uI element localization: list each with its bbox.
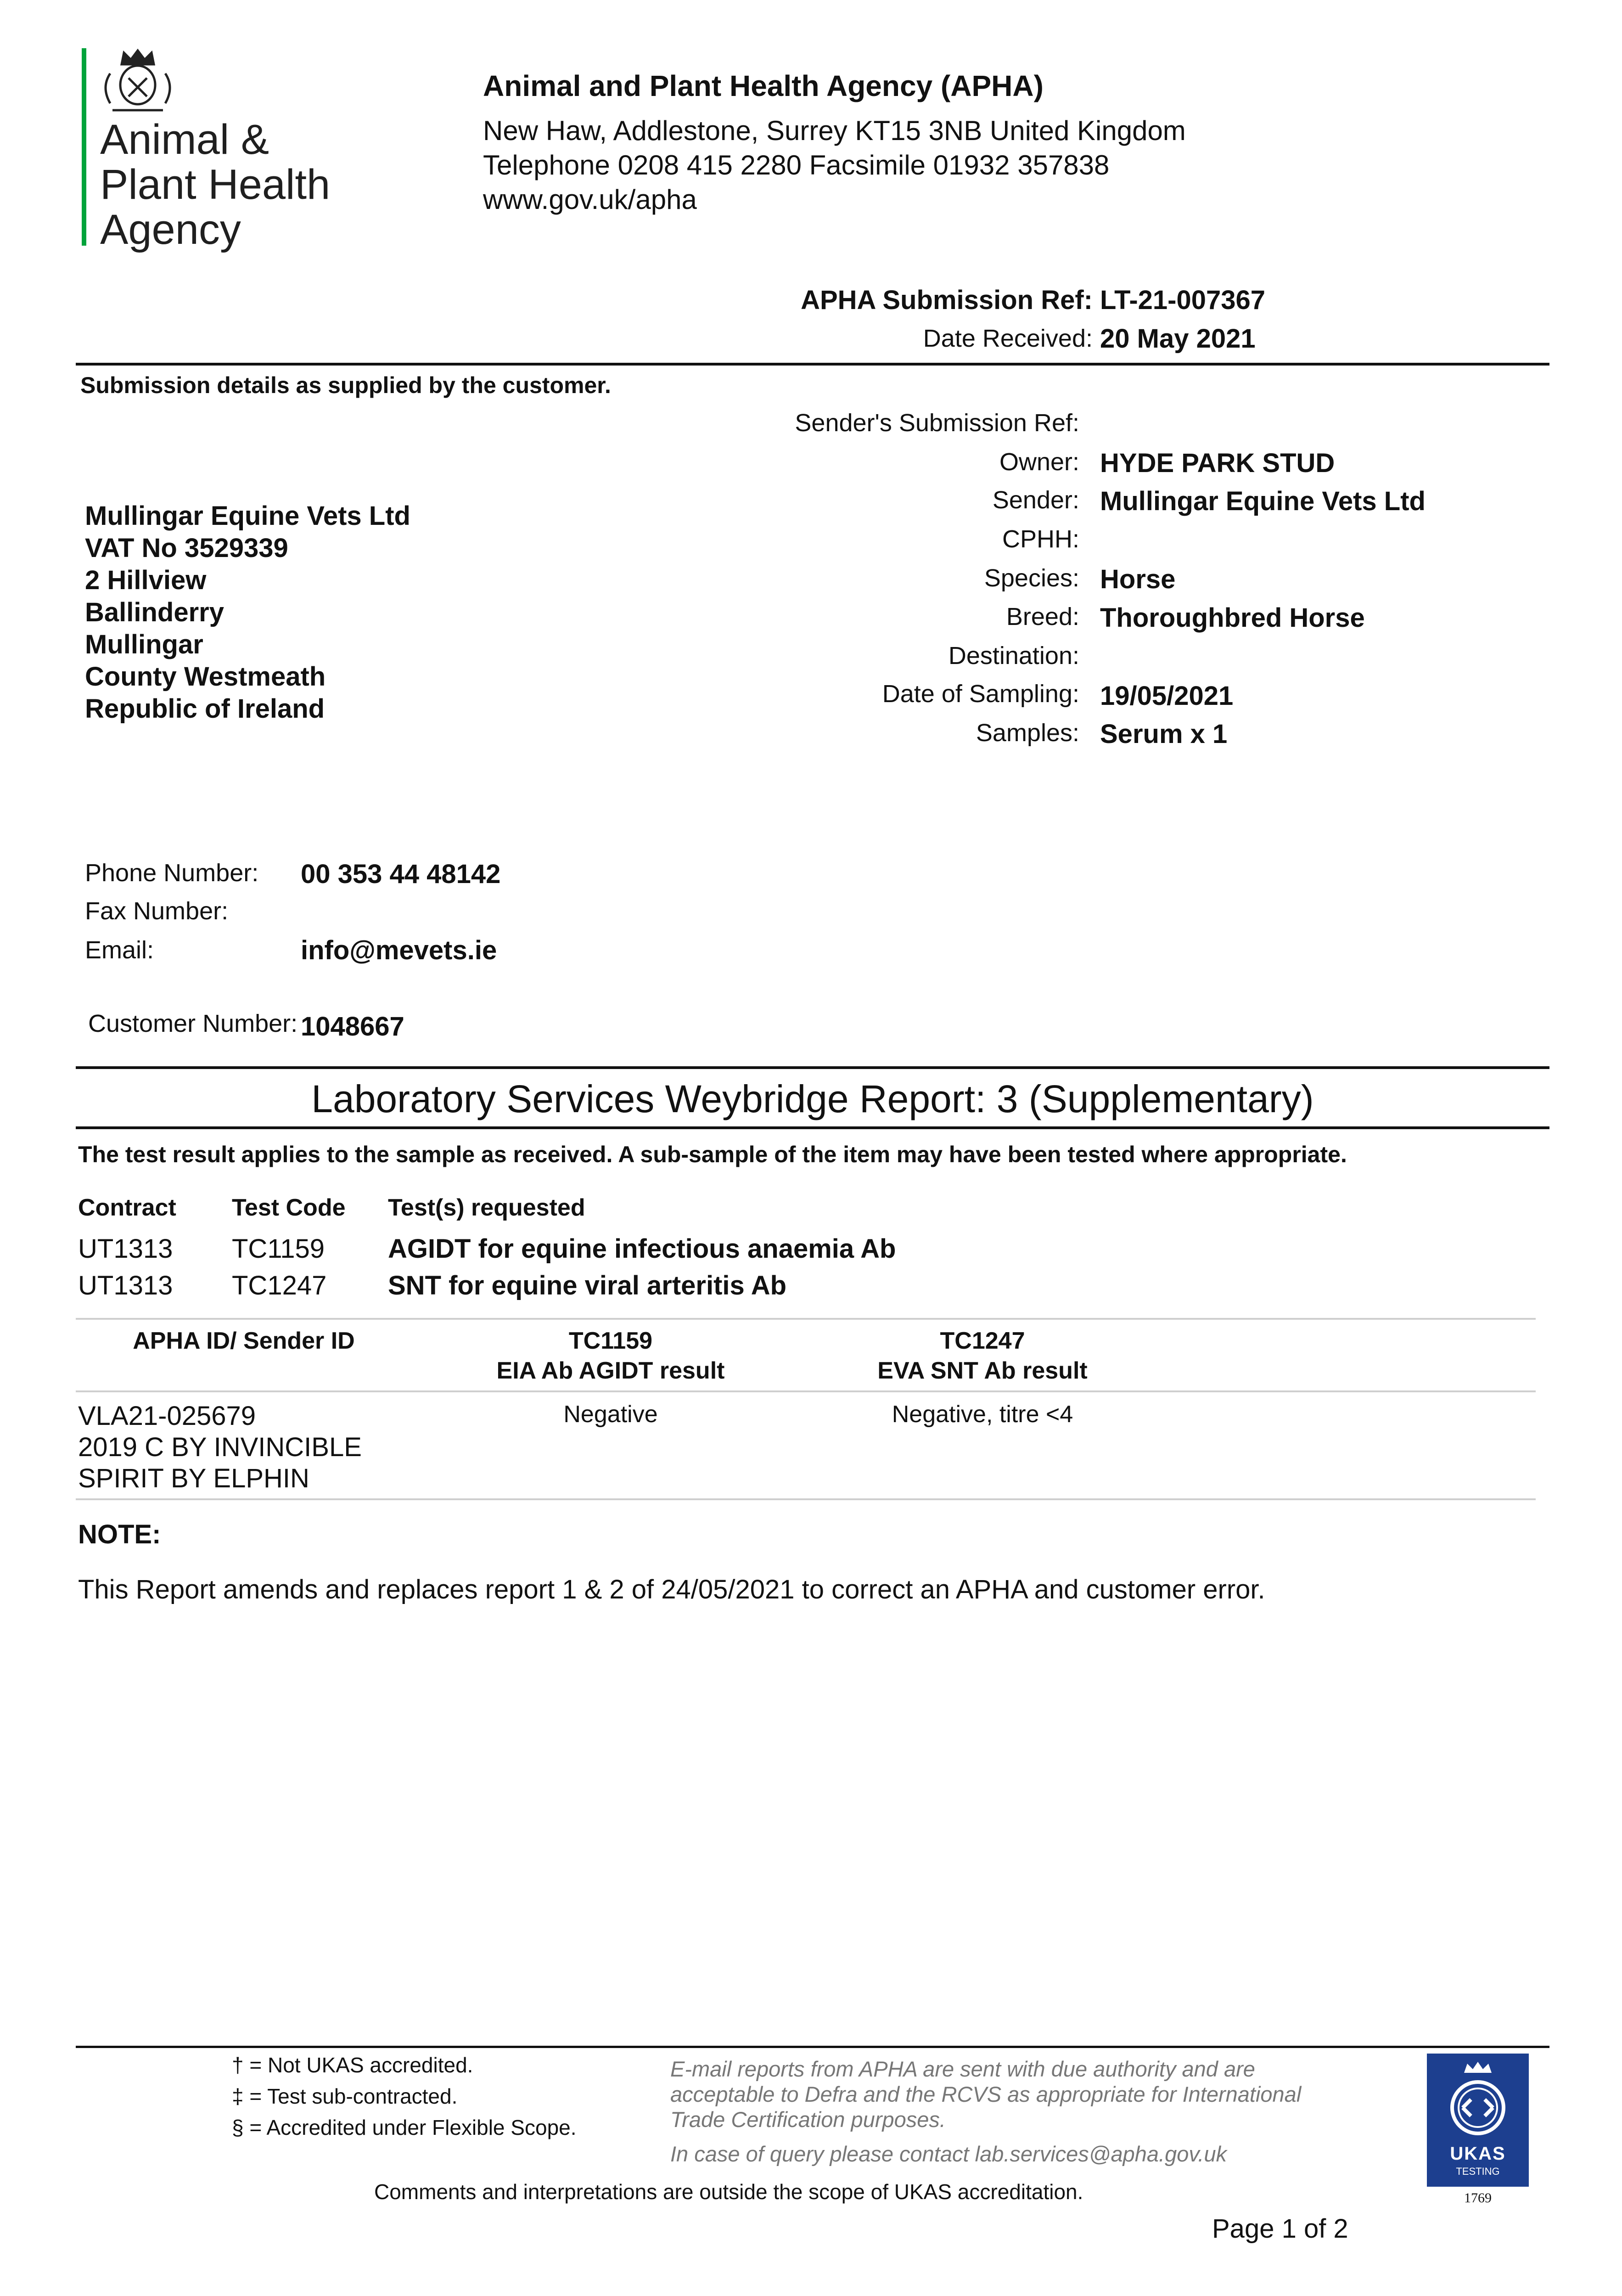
ukas-testing-logo-icon [1427,2054,1529,2187]
results-col1-name: EIA Ab AGIDT result [496,1357,725,1384]
detail-label: Sender: [992,486,1079,514]
test-code: TC1247 [232,1271,327,1300]
agency-phone-fax: Telephone 0208 415 2280 Facsimile 01932 357838 [483,150,1110,180]
sampling-date-value: 19/05/2021 [1100,681,1234,711]
address-line: Republic of Ireland [85,694,325,724]
results-header-rule [76,1390,1536,1392]
legend-item: § = Accredited under Flexible Scope. [232,2116,577,2139]
email-note-line: E-mail reports from APHA are sent with due authority and are [670,2057,1255,2081]
detail-label: Destination: [948,642,1079,670]
email-value[interactable]: info@mevets.ie [301,935,497,965]
results-col2-code: TC1247 [940,1328,1025,1354]
results-col2-name: EVA SNT Ab result [877,1357,1088,1384]
ukas-comment: Comments and interpretations are outside the scope of UKAS accreditation. [374,2180,1083,2204]
query-note: In case of query please contact lab.services@apha.gov.uk [670,2142,1227,2166]
results-bottom-rule [76,1498,1536,1500]
email-label: Email: [85,936,154,964]
fax-label: Fax Number: [85,897,229,925]
results-id-header: APHA ID/ Sender ID [133,1328,355,1354]
date-received-value: 20 May 2021 [1100,324,1256,354]
submission-ref-label: APHA Submission Ref: [801,285,1093,315]
breed-value: Thoroughbred Horse [1100,603,1365,633]
tests-requested-header: Test(s) requested [388,1194,585,1221]
detail-label: Species: [984,564,1079,592]
sender-value: Mullingar Equine Vets Ltd [1100,486,1426,516]
test-code-header: Test Code [232,1194,346,1221]
customer-number-label: Customer Number: [88,1010,298,1037]
address-line: VAT No 3529339 [85,533,288,563]
contract-header: Contract [78,1194,176,1221]
detail-label: Sender's Submission Ref: [795,409,1079,437]
email-note-line: Trade Certification purposes. [670,2107,946,2132]
customer-number-value: 1048667 [301,1012,404,1041]
detail-label: CPHH: [1002,525,1079,553]
result-eia-value: Negative [563,1401,658,1428]
report-title: Laboratory Services Weybridge Report: 3 (Supplementary) [311,1077,1314,1120]
logo-text-line-2: Plant Health [100,161,331,208]
results-col1-code: TC1159 [568,1328,653,1354]
address-line: 2 Hillview [85,565,207,595]
detail-label: Date of Sampling: [882,680,1079,708]
phone-value: 00 353 44 48142 [301,859,501,889]
ukas-crown-icon [1435,2057,1521,2143]
page-number: Page 1 of 2 [1212,2214,1348,2244]
result-eva-value: Negative, titre <4 [892,1401,1073,1428]
phone-label: Phone Number: [85,859,259,887]
footer-rule [76,2046,1549,2048]
royal-crest-icon [96,46,179,115]
detail-label: Owner: [999,448,1079,476]
applies-note: The test result applies to the sample as received. A sub-sample of the item may have been tested where appropriate. [78,1142,1347,1167]
test-requested: SNT for equine viral arteritis Ab [388,1271,787,1300]
logo-text-line-1: Animal & [100,116,269,163]
submission-ref-value: LT-21-007367 [1100,285,1266,315]
owner-value: HYDE PARK STUD [1100,448,1335,478]
test-requested: AGIDT for equine infectious anaemia Ab [388,1234,896,1264]
detail-label: Breed: [1006,603,1079,630]
note-label: NOTE: [78,1519,161,1549]
result-id-line: 2019 C BY INVINCIBLE [78,1432,362,1462]
address-line: Mullingar [85,630,203,659]
ukas-number: 1769 [1464,2190,1492,2206]
result-id-line: VLA21-025679 [78,1401,256,1431]
samples-value: Serum x 1 [1100,719,1228,749]
legend-item: ‡ = Test sub-contracted. [232,2084,458,2108]
logo-text-line-3: Agency [100,206,241,253]
agency-address: New Haw, Addlestone, Surrey KT15 3NB United Kingdom [483,115,1186,146]
results-top-rule [76,1318,1536,1320]
species-value: Horse [1100,564,1176,594]
detail-label: Samples: [976,719,1079,747]
agency-website[interactable]: www.gov.uk/apha [483,184,697,215]
note-text: This Report amends and replaces report 1 & 2 of 24/05/2021 to correct an APHA and customer error. [78,1575,1265,1604]
address-line: Mullingar Equine Vets Ltd [85,501,410,531]
header-divider [76,363,1549,366]
ukas-logo-text: UKAS [1450,2144,1506,2164]
logo-accent-bar [82,48,86,246]
address-line: County Westmeath [85,662,326,692]
email-note-line: acceptable to Defra and the RCVS as appropriate for International [670,2082,1302,2106]
date-received-label: Date Received: [923,325,1093,352]
title-top-rule [76,1066,1549,1069]
submission-details-note: Submission details as supplied by the customer. [80,372,611,398]
test-contract: UT1313 [78,1234,173,1264]
result-id-line: SPIRIT BY ELPHIN [78,1463,309,1493]
agency-name: Animal and Plant Health Agency (APHA) [483,69,1044,102]
test-contract: UT1313 [78,1271,173,1300]
test-code: TC1159 [232,1234,325,1264]
title-bottom-rule [76,1126,1549,1129]
ukas-logo-subtext: TESTING [1456,2166,1500,2177]
address-line: Ballinderry [85,597,224,627]
legend-item: † = Not UKAS accredited. [232,2053,473,2077]
